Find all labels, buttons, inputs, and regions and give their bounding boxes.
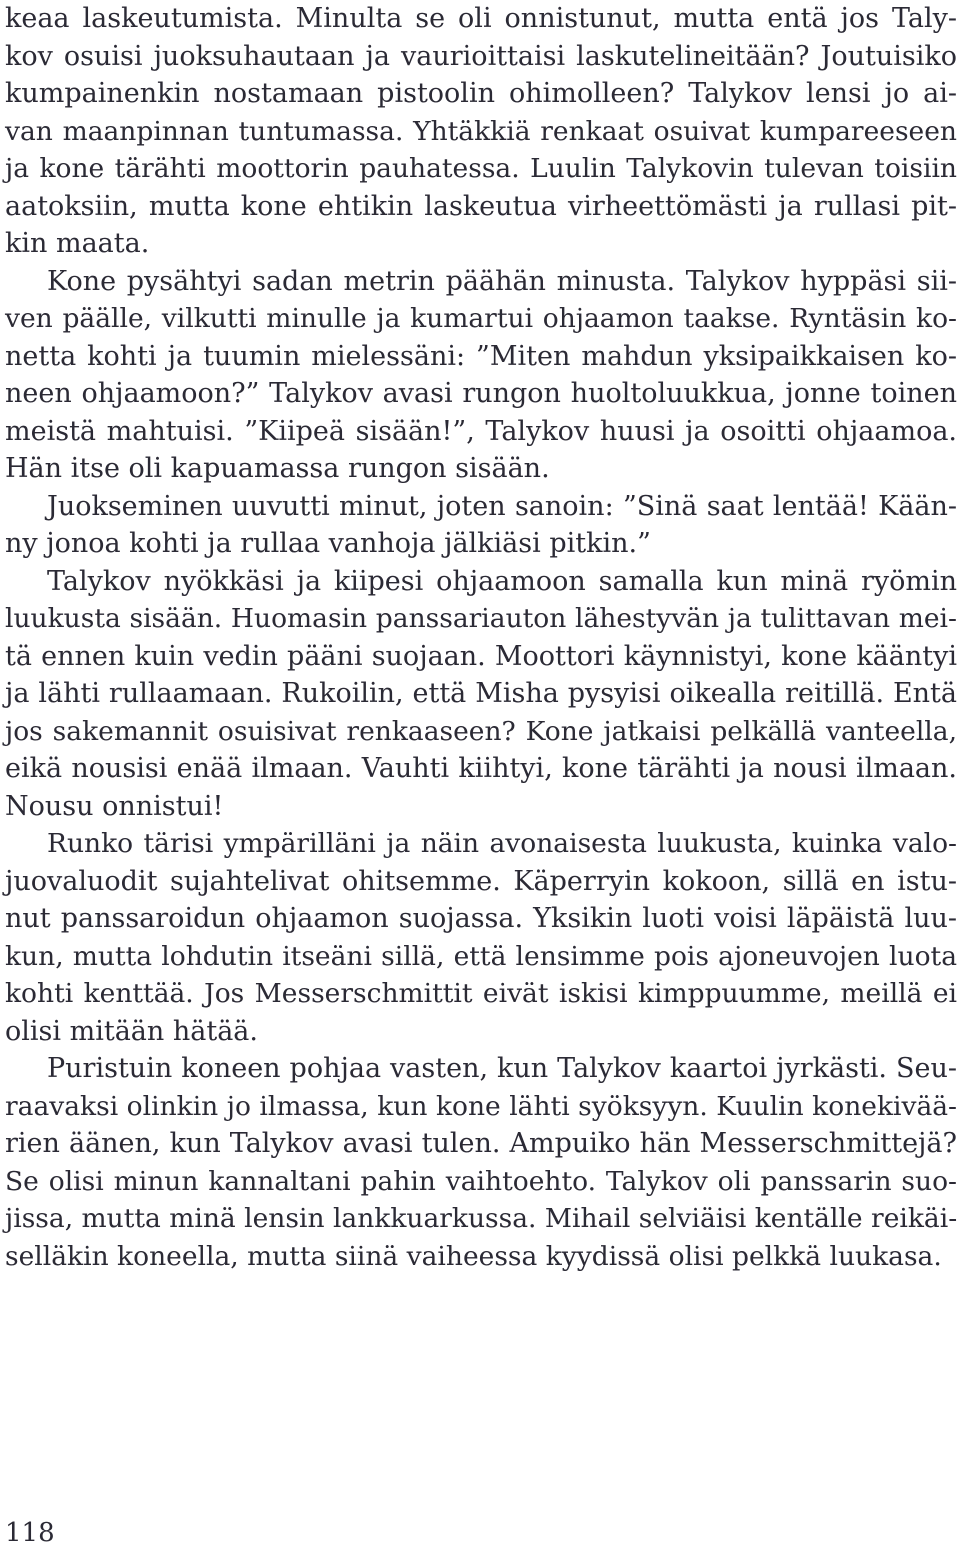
text-line: eikä nousisi enää ilmaan. Vauhti kiihtyi, kone tärähti ja nousi ilmaan. (5, 753, 957, 784)
text-line: Kone pysähtyi sadan metrin päähän minusta. Talykov hyppäsi sii- (47, 265, 957, 297)
text-line: nut panssaroidun ohjaamon suojassa. Yksikin luoti voisi läpäistä luu- (5, 903, 957, 934)
text-line: rien äänen, kun Talykov avasi tulen. Ampuiko hän Messerschmittejä? (5, 1128, 957, 1159)
body-text (5, 0, 957, 1275)
text-line: jos sakemannit osuisivat renkaaseen? Kone jatkaisi pelkällä vanteella, (5, 715, 957, 747)
text-line: tä ennen kuin vedin pääni suojaan. Moottori käynnistyi, kone kääntyi (5, 640, 957, 672)
text-line: raavaksi olinkin jo ilmassa, kun kone lähti syöksyyn. Kuulin konekivää- (5, 1090, 957, 1122)
page-number: 118 (5, 1518, 55, 1548)
text-line: selläkin koneella, mutta siinä vaiheessa kyydissä olisi pelkkä luukasa. (5, 1240, 942, 1272)
text-line: Hän itse oli kapuamassa rungon sisään. (5, 453, 550, 484)
text-line: Juokseminen uuvutti minut, joten sanoin: ”Sinä saat lentää! Kään- (47, 490, 957, 522)
text-line: Se olisi minun kannaltani pahin vaihtoehto. Talykov oli panssarin suo- (5, 1165, 957, 1197)
text-line: Talykov nyökkäsi ja kiipesi ohjaamoon samalla kun minä ryömin (47, 565, 957, 597)
text-line: Nousu onnistui! (5, 790, 224, 822)
text-line: kov osuisi juoksuhautaan ja vaurioittaisi laskutelineitään? Joutuisiko (5, 40, 957, 72)
text-line: Puristuin koneen pohjaa vasten, kun Talykov kaartoi jyrkästi. Seu- (47, 1053, 957, 1084)
text-line: meistä mahtuisi. ”Kiipeä sisään!”, Talykov huusi ja osoitti ohjaamoa. (5, 415, 957, 447)
text-line: Runko tärisi ympärilläni ja näin avonaisesta luukusta, kuinka valo- (47, 828, 957, 859)
text-line: ny jonoa kohti ja rullaa vanhoja jälkiäsi pitkin.” (5, 528, 651, 559)
text-line: luukusta sisään. Huomasin panssariauton lähestyvän ja tulittavan mei- (5, 603, 957, 634)
text-line: kumpainenkin nostamaan pistoolin ohimolleen? Talykov lensi jo ai- (5, 78, 957, 109)
text-line: juovaluodit sujahtelivat ohitsemme. Käperryin kokoon, sillä en istu- (5, 865, 957, 897)
text-line: keaa laskeutumista. Minulta se oli onnistunut, mutta entä jos Taly- (5, 3, 957, 34)
text-line: kun, mutta lohdutin itseäni sillä, että lensimme pois ajoneuvojen luota (5, 940, 957, 972)
text-line: olisi mitään hätää. (5, 1015, 258, 1047)
text-line: kohti kenttää. Jos Messerschmittit eivät iskisi kimppuumme, meillä ei (5, 978, 957, 1009)
text-line: jissa, mutta minä lensin lankkuarkussa. Mihail selviäisi kentälle reikäi- (5, 1203, 958, 1234)
text-line: ja kone tärähti moottorin pauhatessa. Luulin Talykovin tulevan toisiin (5, 153, 957, 184)
text-line: netta kohti ja tuumin mielessäni: ”Miten mahdun yksipaikkaisen ko- (5, 340, 957, 372)
text-line: van maanpinnan tuntumassa. Yhtäkkiä renkaat osuivat kumpareeseen (5, 115, 957, 147)
text-line: kin maata. (5, 228, 150, 259)
text-line: ja lähti rullaamaan. Rukoilin, että Misha pysyisi oikealla reitillä. Entä (5, 678, 957, 709)
text-line: neen ohjaamoon?” Talykov avasi rungon huoltoluukkua, jonne toinen (5, 378, 957, 409)
text-line: ven päälle, vilkutti minulle ja kumartui ohjaamon taakse. Ryntäsin ko- (5, 303, 957, 334)
text-line: aatoksiin, mutta kone ehtikin laskeutua virheettömästi ja rullasi pit- (5, 190, 957, 222)
